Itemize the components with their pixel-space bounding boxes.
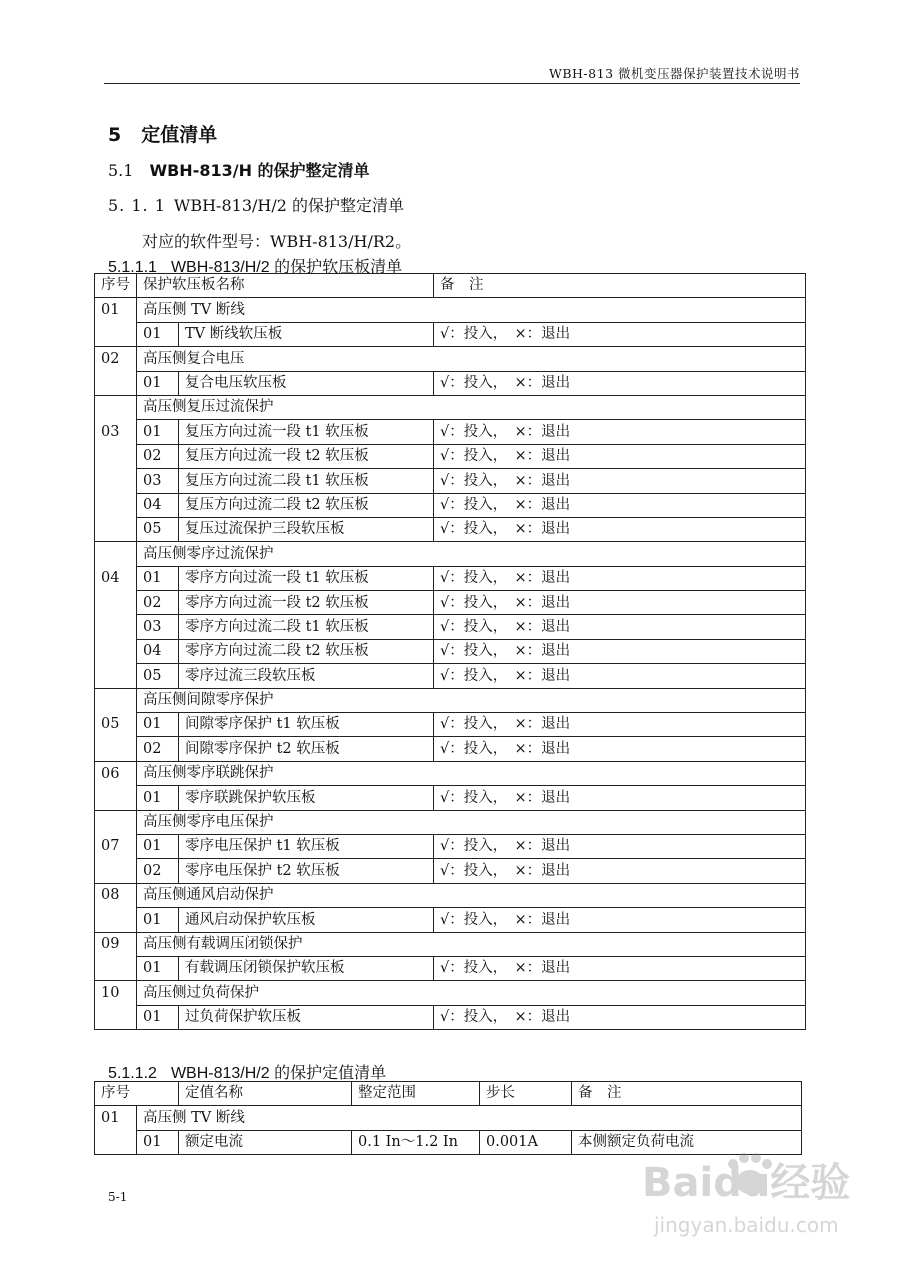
plate-name: 复压方向过流一段 t2 软压板 [179, 444, 434, 468]
plate-note: √：投入， ×：退出 [434, 517, 806, 541]
group-row [95, 981, 806, 1005]
soft-plate-table [94, 273, 806, 1030]
watermark-brand: Baidu经验 [642, 1160, 850, 1206]
plate-name: TV 断线软压板 [179, 322, 434, 346]
group-row [95, 347, 806, 371]
plate-name: 零序方向过流一段 t2 软压板 [179, 591, 434, 615]
section-title: 定值清单 [141, 124, 218, 146]
group-row [95, 761, 806, 785]
group-id-cont [95, 591, 137, 615]
group-name: 高压侧零序电压保护 [137, 810, 806, 834]
group-id-cont [95, 810, 137, 834]
table-row [95, 493, 806, 517]
group-id: 09 [95, 932, 137, 956]
group-id-cont [95, 1130, 137, 1154]
setting-range: 0.1 In～1.2 In [352, 1130, 480, 1154]
plate-note: √：投入， ×：退出 [434, 908, 806, 932]
plate-note: √：投入， ×：退出 [434, 566, 806, 590]
plate-note: √：投入， ×：退出 [434, 322, 806, 346]
plate-note: √：投入， ×：退出 [434, 444, 806, 468]
item-id: 02 [137, 591, 179, 615]
group-name: 高压侧过负荷保护 [137, 981, 806, 1005]
plate-name: 复压过流保护三段软压板 [179, 517, 434, 541]
plate-note: √：投入， ×：退出 [434, 469, 806, 493]
table-row [95, 591, 806, 615]
plate-name: 零序过流三段软压板 [179, 664, 434, 688]
item-id: 01 [137, 956, 179, 980]
table-row [95, 420, 806, 444]
group-name: 高压侧通风启动保护 [137, 883, 806, 907]
group-id-cont [95, 688, 137, 712]
plate-note: √：投入， ×：退出 [434, 493, 806, 517]
group-row [95, 542, 806, 566]
group-id-cont [95, 664, 137, 688]
item-id: 04 [137, 639, 179, 663]
table-row [95, 956, 806, 980]
section-number: 5 [108, 124, 122, 146]
setting-note: 本侧额定负荷电流 [572, 1130, 802, 1154]
group-id-cont [95, 444, 137, 468]
plate-note: √：投入， ×：退出 [434, 1005, 806, 1029]
plate-name: 间隙零序保护 t2 软压板 [179, 737, 434, 761]
subsubsection-number: 5. 1. 1 [108, 196, 166, 215]
plate-name: 过负荷保护软压板 [179, 1005, 434, 1029]
item-id: 01 [137, 322, 179, 346]
group-id-cont [95, 859, 137, 883]
baidu-watermark [640, 1150, 850, 1250]
header-cell: 备 注 [572, 1082, 802, 1106]
group-name: 高压侧零序过流保护 [137, 542, 806, 566]
group-id: 01 [95, 1106, 137, 1130]
header-rule [104, 83, 800, 84]
group-id-cont [95, 615, 137, 639]
item-id: 05 [137, 517, 179, 541]
item-id: 01 [137, 420, 179, 444]
plate-name: 有载调压闭锁保护软压板 [179, 956, 434, 980]
item-id: 02 [137, 444, 179, 468]
table-row [95, 908, 806, 932]
plate-note: √：投入， ×：退出 [434, 956, 806, 980]
group-id-cont [95, 371, 137, 395]
subsection-title: WBH-813/H 的保护整定清单 [149, 161, 370, 180]
table-row [95, 566, 806, 590]
group-id: 01 [95, 298, 137, 322]
plate-note: √：投入， ×：退出 [434, 859, 806, 883]
group-id: 03 [95, 420, 137, 444]
header-cell: 整定范围 [352, 1082, 480, 1106]
plate-note: √：投入， ×：退出 [434, 834, 806, 858]
table-row [95, 737, 806, 761]
table-row [95, 713, 806, 737]
table-header-row [95, 274, 806, 298]
header-cell: 步长 [480, 1082, 572, 1106]
item-id: 01 [137, 371, 179, 395]
table-row [95, 371, 806, 395]
plate-note: √：投入， ×：退出 [434, 737, 806, 761]
plate-name: 零序电压保护 t1 软压板 [179, 834, 434, 858]
group-name: 高压侧有载调压闭锁保护 [137, 932, 806, 956]
item-id: 04 [137, 493, 179, 517]
table-row [95, 517, 806, 541]
group-id-cont [95, 737, 137, 761]
group-row [95, 883, 806, 907]
item-id: 03 [137, 615, 179, 639]
subsubsection-title: WBH-813/H/2 的保护整定清单 [173, 196, 404, 215]
header-cell: 保护软压板名称 [137, 274, 434, 298]
table2-title: WBH-813/H/2 的保护定值清单 [170, 1065, 387, 1082]
item-id: 01 [137, 1130, 179, 1154]
group-id-cont [95, 542, 137, 566]
group-id-cont [95, 956, 137, 980]
group-id: 06 [95, 761, 137, 785]
group-id: 08 [95, 883, 137, 907]
group-id: 05 [95, 713, 137, 737]
setting-step: 0.001A [480, 1130, 572, 1154]
group-id-cont [95, 908, 137, 932]
plate-note: √：投入， ×：退出 [434, 371, 806, 395]
plate-name: 零序方向过流二段 t1 软压板 [179, 615, 434, 639]
plate-note: √：投入， ×：退出 [434, 639, 806, 663]
group-id-cont [95, 786, 137, 810]
table-row [95, 615, 806, 639]
subsubsection-heading [108, 193, 404, 216]
group-row [95, 298, 806, 322]
group-id: 02 [95, 347, 137, 371]
table2-number: 5.1.1.2 [108, 1065, 157, 1082]
group-id-cont [95, 517, 137, 541]
table2-heading [108, 1060, 386, 1083]
plate-name: 间隙零序保护 t1 软压板 [179, 713, 434, 737]
plate-note: √：投入， ×：退出 [434, 713, 806, 737]
table-row [95, 322, 806, 346]
plate-name: 复合电压软压板 [179, 371, 434, 395]
table-row [95, 664, 806, 688]
plate-note: √：投入， ×：退出 [434, 420, 806, 444]
table-row [95, 444, 806, 468]
table-header-row [95, 1082, 802, 1106]
subsection-number: 5.1 [108, 161, 134, 180]
subsection-heading [108, 158, 370, 181]
plate-name: 零序电压保护 t2 软压板 [179, 859, 434, 883]
group-row [95, 932, 806, 956]
group-row [95, 1106, 802, 1130]
running-header: WBH-813 微机变压器保护装置技术说明书 [549, 66, 800, 81]
watermark-url: jingyan.baidu.com [654, 1213, 839, 1237]
header-cell: 定值名称 [179, 1082, 352, 1106]
table-row [95, 834, 806, 858]
item-id: 02 [137, 859, 179, 883]
group-name: 高压侧复压过流保护 [137, 395, 806, 419]
table-row [95, 469, 806, 493]
group-id: 10 [95, 981, 137, 1005]
item-id: 05 [137, 664, 179, 688]
plate-note: √：投入， ×：退出 [434, 664, 806, 688]
table1-title: WBH-813/H/2 的保护软压板清单 [170, 259, 403, 276]
plate-name: 复压方向过流二段 t2 软压板 [179, 493, 434, 517]
group-row [95, 688, 806, 712]
item-id: 01 [137, 566, 179, 590]
item-id: 01 [137, 786, 179, 810]
group-id-cont [95, 395, 137, 419]
item-id: 01 [137, 908, 179, 932]
setting-name: 额定电流 [179, 1130, 352, 1154]
group-row [95, 810, 806, 834]
group-id: 04 [95, 566, 137, 590]
group-id-cont [95, 322, 137, 346]
table-row [95, 859, 806, 883]
group-id-cont [95, 493, 137, 517]
plate-note: √：投入， ×：退出 [434, 591, 806, 615]
group-id-cont [95, 1005, 137, 1029]
table-row [95, 639, 806, 663]
group-id: 07 [95, 834, 137, 858]
group-name: 高压侧间隙零序保护 [137, 688, 806, 712]
header-cell: 序号 [95, 274, 137, 298]
group-id-cont [95, 639, 137, 663]
setting-value-table [94, 1081, 802, 1155]
table-row [95, 786, 806, 810]
plate-name: 复压方向过流一段 t1 软压板 [179, 420, 434, 444]
group-name: 高压侧 TV 断线 [137, 298, 806, 322]
table1-number: 5.1.1.1 [108, 259, 157, 276]
group-name: 高压侧复合电压 [137, 347, 806, 371]
plate-note: √：投入， ×：退出 [434, 786, 806, 810]
table-row [95, 1005, 806, 1029]
plate-name: 通风启动保护软压板 [179, 908, 434, 932]
item-id: 03 [137, 469, 179, 493]
plate-name: 零序联跳保护软压板 [179, 786, 434, 810]
header-cell: 备 注 [434, 274, 806, 298]
item-id: 01 [137, 713, 179, 737]
item-id: 02 [137, 737, 179, 761]
group-id-cont [95, 469, 137, 493]
page-number: 5-1 [108, 1190, 128, 1204]
software-model-text: 对应的软件型号：WBH-813/H/R2。 [142, 232, 412, 251]
item-id: 01 [137, 1005, 179, 1029]
header-cell: 序号 [95, 1082, 179, 1106]
group-name: 高压侧零序联跳保护 [137, 761, 806, 785]
item-id: 01 [137, 834, 179, 858]
group-row [95, 395, 806, 419]
plate-note: √：投入， ×：退出 [434, 615, 806, 639]
plate-name: 复压方向过流二段 t1 软压板 [179, 469, 434, 493]
section-heading [108, 120, 217, 147]
group-name: 高压侧 TV 断线 [137, 1106, 802, 1130]
plate-name: 零序方向过流二段 t2 软压板 [179, 639, 434, 663]
plate-name: 零序方向过流一段 t1 软压板 [179, 566, 434, 590]
